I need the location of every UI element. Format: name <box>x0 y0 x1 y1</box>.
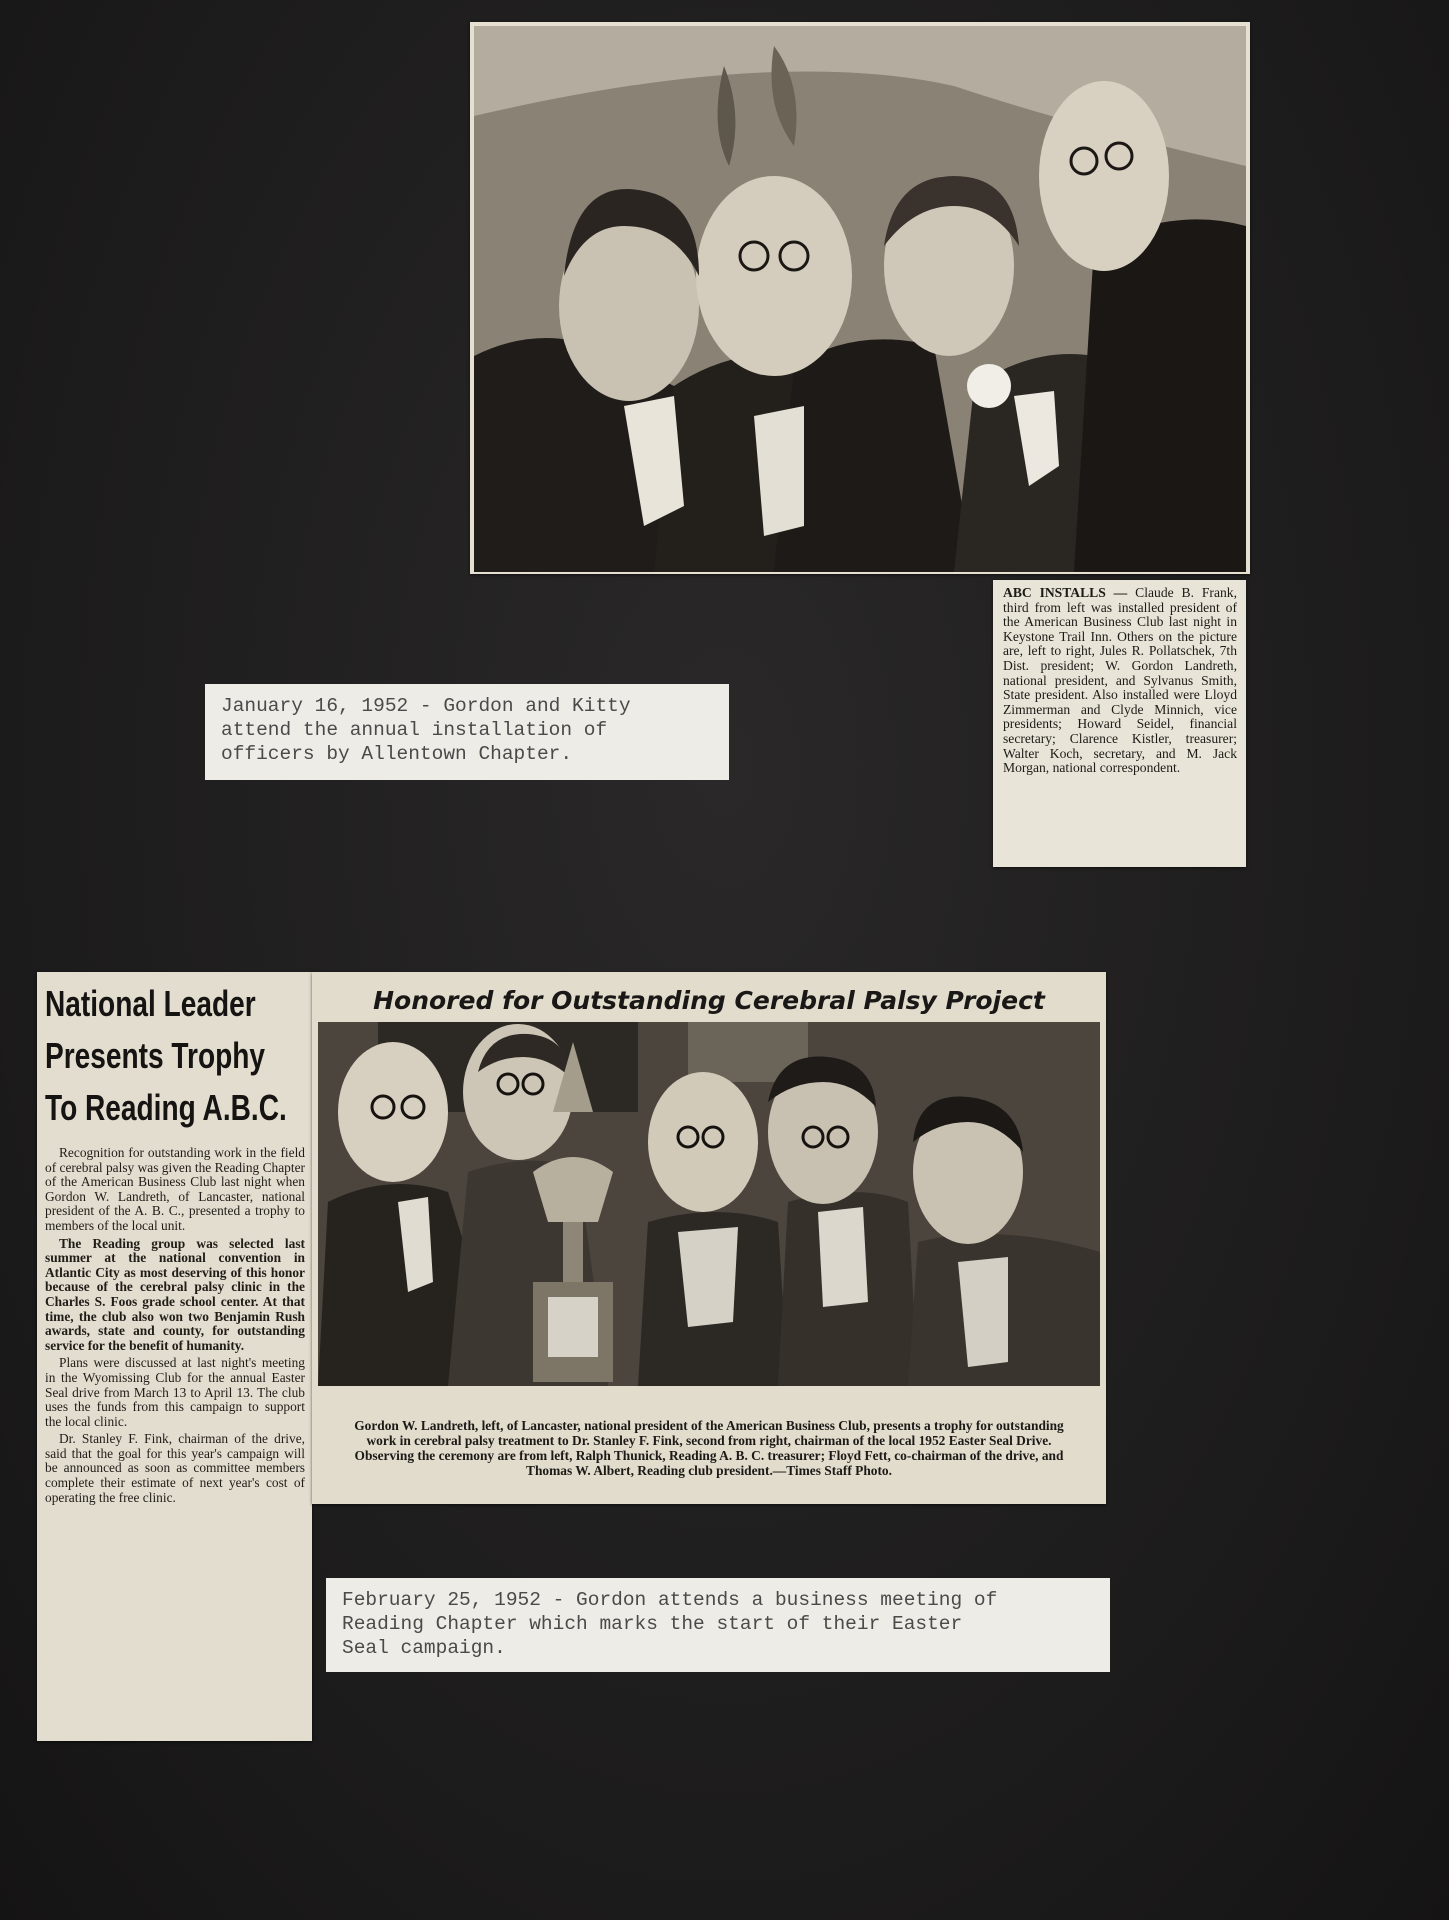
caption-lead: ABC INSTALLS — <box>1003 585 1128 600</box>
note-line: Seal campaign. <box>342 1637 506 1659</box>
article-paragraph: Plans were discussed at last night's meeting in the Wyomissing Club for the annual Easter Seal drive from March 13 to April 13. The club uses the funds from this campaign to support the local clinic. <box>45 1355 305 1429</box>
caption-text: Claude B. Frank, third from left was installed president of the American Business Club last night in Keystone Trail Inn. Others on the picture are, left to right, Jules R. Pollatschek, 7th Dist. president; W. Gordon Landreth, national president, and Sylvanus Smith, State president. Also installed were Lloyd Zimmerman and Clyde Minnich, vice presidents; Howard Seidel, financial secretary; Clarence Kistler, treasurer; Walter Koch, secretary, and M. Jack Morgan, national correspondent. <box>1003 585 1237 776</box>
article-paragraph: Recognition for outstanding work in the field of cerebral palsy was given the Reading Chapter of the American Business Club last night when Gordon W. Landreth, of Lancaster, national president of the A. B. C., presented a trophy to members of the local unit. <box>45 1145 305 1233</box>
top-caption-clipping <box>993 580 1246 867</box>
top-photo-caption <box>1003 586 1237 776</box>
typed-note-february <box>326 1578 1110 1672</box>
note-line: Reading Chapter which marks the start of their Easter <box>342 1613 963 1635</box>
typed-note-january <box>205 684 729 780</box>
photo-banner: Honored for Outstanding Cerebral Palsy Project <box>373 986 1045 1015</box>
article-paragraph: Dr. Stanley F. Fink, chairman of the drive, said that the goal for this year's campaign will be announced as soon as committee members complete their estimate of next year's cost of operating the free clinic. <box>45 1431 305 1505</box>
note-line: attend the annual installation of <box>221 719 608 741</box>
article-body <box>45 1146 305 1508</box>
note-line: February 25, 1952 - Gordon attends a business meeting of <box>342 1589 998 1611</box>
article-paragraph: The Reading group was selected last summer at the national convention in Atlantic City as most deserving of this honor because of the cerebral palsy clinic in the Charles S. Foos grade school center. At that time, the club also won two Benjamin Rush awards, state and county, for outstanding service for the benefit of humanity. <box>45 1235 305 1353</box>
trophy-photo-clipping <box>312 972 1106 1504</box>
installation-photo <box>474 26 1246 572</box>
note-line: January 16, 1952 - Gordon and Kitty <box>221 695 631 717</box>
trophy-photo-caption: Gordon W. Landreth, left, of Lancaster, national president of the American Business Club, presents a trophy for outstanding work in cerebral palsy treatment to Dr. Stanley F. Fink, second from right, chairman of the local 1952 Easter Seal Drive. Observing the ceremony are from left, Ralph Thunick, Reading A. B. C. treasurer; Floyd Fett, co-chairman of the drive, and Thomas W. Albert, Reading club president.—Times Staff Photo. <box>354 1418 1064 1478</box>
headline-line: National Leader <box>45 983 256 1024</box>
article-clipping <box>37 972 312 1741</box>
headline-line: To Reading A.B.C. <box>45 1087 287 1128</box>
trophy-photo <box>318 1022 1100 1386</box>
headline-line: Presents Trophy <box>45 1035 266 1076</box>
note-line: officers by Allentown Chapter. <box>221 743 573 765</box>
